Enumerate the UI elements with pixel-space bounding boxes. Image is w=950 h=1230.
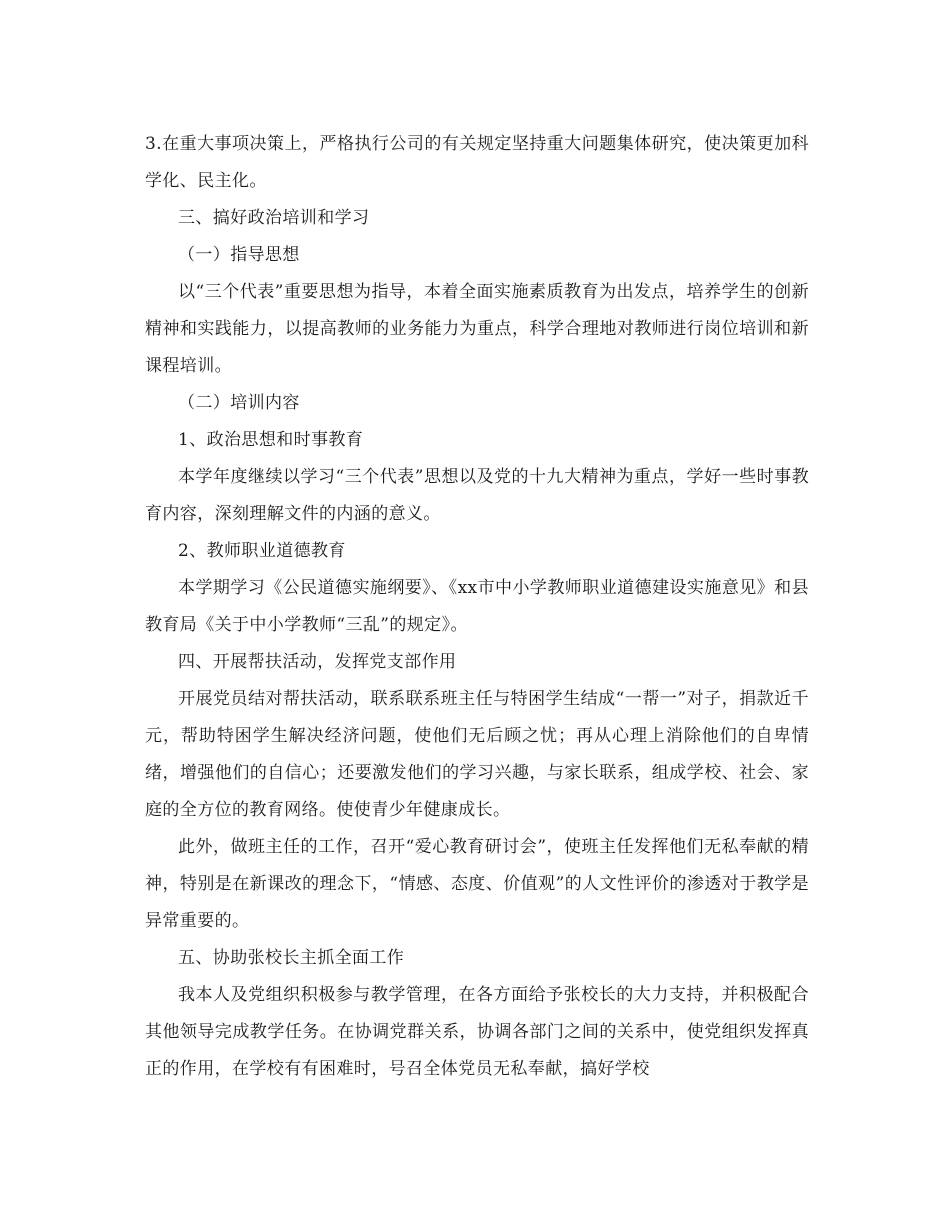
paragraph-assistance-activities: 开展党员结对帮扶活动，联系联系班主任与特困学生结成“一帮一”对子，捐款近千元，帮助特困学生解决经济问题，使他们无后顾之忧；再从心理上消除他们的自卑情绪，增强他们的自信心；还要激发他们的学习兴趣，与家长联系，组成学校、社会、家庭的全方位的教育网络。使使青少年健康成长。 bbox=[145, 689, 809, 820]
document-body bbox=[145, 126, 809, 1088]
item-heading-political-education: 1、政治思想和时事教育 bbox=[178, 430, 364, 450]
item-heading-teacher-ethics: 2、教师职业道德教育 bbox=[178, 541, 346, 561]
heading-political-training: 三、搞好政治培训和学习 bbox=[178, 208, 370, 228]
paragraph-decision-making: 3.在重大事项决策上，严格执行公司的有关规定坚持重大问题集体研究，使决策更加科学化、民主化。 bbox=[145, 134, 809, 191]
paragraph-political-education: 本学年度继续以学习“三个代表”思想以及党的十九大精神为重点，学好一些时事教育内容，深刻理解文件的内涵的意义。 bbox=[145, 467, 809, 524]
subheading-guiding-ideology: （一）指导思想 bbox=[178, 245, 300, 265]
paragraph-class-teacher-work: 此外，做班主任的工作，召开“爱心教育研讨会”，使班主任发挥他们无私奉献的精神，特别是在新课改的理念下，“情感、态度、价值观”的人文性评价的渗透对于教学是异常重要的。 bbox=[145, 837, 809, 931]
heading-assistance-activities: 四、开展帮扶活动，发挥党支部作用 bbox=[178, 652, 457, 672]
paragraph-guiding-ideology: 以“三个代表”重要思想为指导，本着全面实施素质教育为出发点，培养学生的创新精神和实践能力，以提高教师的业务能力为重点，科学合理地对教师进行岗位培训和新课程培训。 bbox=[145, 282, 809, 376]
heading-assist-principal: 五、协助张校长主抓全面工作 bbox=[178, 948, 405, 968]
subheading-training-content: （二）培训内容 bbox=[178, 393, 300, 413]
paragraph-assist-principal: 我本人及党组织积极参与教学管理，在各方面给予张校长的大力支持，并积极配合其他领导完成教学任务。在协调党群关系，协调各部门之间的关系中，使党组织发挥真正的作用，在学校有有困难时，号召全体党员无私奉献，搞好学校 bbox=[145, 985, 809, 1079]
paragraph-teacher-ethics: 本学期学习《公民道德实施纲要》、《xx市中小学教师职业道德建设实施意见》和县教育局《关于中小学教师“三乱”的规定》。 bbox=[145, 578, 809, 635]
